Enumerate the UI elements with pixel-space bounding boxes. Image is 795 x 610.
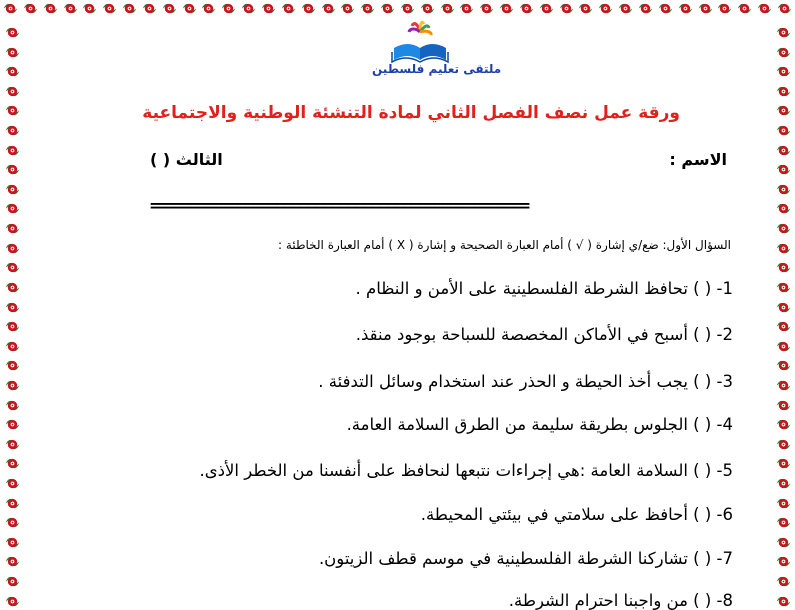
border-ornament-icon (458, 0, 475, 17)
border-ornament-icon (498, 0, 515, 17)
border-ornament-icon (2, 0, 19, 17)
border-ornament-icon (4, 436, 21, 453)
logo-text: ملتقى تعليم فلسطين (372, 62, 502, 76)
border-ornament-icon (775, 377, 792, 394)
statement-item: 6- ( ) أحافظ على سلامتي في بيئتي المحيطة. (420, 505, 733, 524)
grade-label: الثالث ( ) (150, 150, 223, 169)
border-ornament-icon (4, 514, 21, 531)
border-ornament-icon (4, 593, 21, 610)
border-ornament-icon (300, 0, 317, 17)
border-ornament-icon (4, 495, 21, 512)
border-ornament-icon (775, 318, 792, 335)
border-ornament-icon (756, 0, 773, 17)
statement-item: 3- ( ) يجب أخذ الحيطة و الحذر عند استخدام وسائل التدفئة . (318, 372, 733, 391)
border-ornament-icon (775, 455, 792, 472)
border-ornament-icon (4, 102, 21, 119)
statement-item: 8- ( ) من واجبنا احترام الشرطة. (508, 591, 733, 610)
border-ornament-icon (657, 0, 674, 17)
border-ornament-icon (775, 200, 792, 217)
border-ornament-icon (4, 357, 21, 374)
open-book-logo-icon (372, 18, 468, 64)
border-ornament-icon (597, 0, 614, 17)
border-ornament-icon (775, 416, 792, 433)
border-ornament-icon (775, 553, 792, 570)
border-ornament-icon (775, 279, 792, 296)
border-ornament-icon (4, 259, 21, 276)
border-ornament-icon (4, 220, 21, 237)
border-ornament-icon (775, 495, 792, 512)
border-ornament-icon (538, 0, 555, 17)
statement-item: 1- ( ) تحافظ الشرطة الفلسطينية على الأمن و النظام . (355, 279, 733, 298)
border-ornament-icon (22, 0, 39, 17)
border-ornament-icon (4, 181, 21, 198)
border-ornament-icon (775, 475, 792, 492)
border-ornament-icon (775, 436, 792, 453)
border-ornament-icon (419, 0, 436, 17)
statement-item: 4- ( ) الجلوس بطريقة سليمة من الطرق السلامة العامة. (346, 415, 733, 434)
border-ornament-icon (4, 455, 21, 472)
border-ornament-icon (359, 0, 376, 17)
border-ornament-icon (101, 0, 118, 17)
border-ornament-icon (141, 0, 158, 17)
border-ornament-icon (439, 0, 456, 17)
border-ornament-icon (637, 0, 654, 17)
border-ornament-icon (775, 240, 792, 257)
border-ornament-icon (220, 0, 237, 17)
border-ornament-icon (775, 514, 792, 531)
name-label: الاسم : (669, 150, 727, 169)
statement-item: 2- ( ) أسبح في الأماكن المخصصة للسباحة بوجود منقذ. (355, 325, 733, 344)
border-ornament-icon (4, 161, 21, 178)
border-ornament-icon (4, 377, 21, 394)
border-ornament-icon (775, 142, 792, 159)
border-ornament-icon (280, 0, 297, 17)
border-ornament-icon (736, 0, 753, 17)
border-ornament-icon (478, 0, 495, 17)
logo (372, 18, 502, 82)
border-ornament-icon (4, 553, 21, 570)
border-ornament-icon (260, 0, 277, 17)
border-ornament-icon (4, 534, 21, 551)
border-ornament-icon (379, 0, 396, 17)
border-ornament-icon (697, 0, 714, 17)
border-ornament-icon (518, 0, 535, 17)
border-ornament-icon (775, 122, 792, 139)
border-ornament-icon (4, 318, 21, 335)
border-ornament-icon (4, 122, 21, 139)
border-ornament-icon (775, 573, 792, 590)
border-ornament-icon (775, 44, 792, 61)
border-ornament-icon (181, 0, 198, 17)
border-ornament-icon (399, 0, 416, 17)
border-ornament-icon (4, 83, 21, 100)
border-ornament-icon (4, 573, 21, 590)
border-ornament-icon (716, 0, 733, 17)
page-border-right (771, 24, 795, 610)
border-ornament-icon (320, 0, 337, 17)
border-ornament-icon (558, 0, 575, 17)
border-ornament-icon (200, 0, 217, 17)
border-ornament-icon (577, 0, 594, 17)
border-ornament-icon (42, 0, 59, 17)
border-ornament-icon (161, 0, 178, 17)
border-ornament-icon (775, 259, 792, 276)
border-ornament-icon (677, 0, 694, 17)
border-ornament-icon (4, 416, 21, 433)
border-ornament-icon (617, 0, 634, 17)
border-ornament-icon (4, 240, 21, 257)
statement-item: 5- ( ) السلامة العامة :هي إجراءات نتبعها لنحافظ على أنفسنا من الخطر الأذى. (199, 461, 733, 480)
border-ornament-icon (775, 24, 792, 41)
border-ornament-icon (4, 63, 21, 80)
border-ornament-icon (81, 0, 98, 17)
border-ornament-icon (775, 534, 792, 551)
page-border-left (0, 24, 24, 610)
border-ornament-icon (775, 397, 792, 414)
border-ornament-icon (4, 338, 21, 355)
border-ornament-icon (775, 83, 792, 100)
border-ornament-icon (775, 338, 792, 355)
border-ornament-icon (4, 24, 21, 41)
worksheet-title: ورقة عمل نصف الفصل الثاني لمادة التنشئة الوطنية والاجتماعية (142, 103, 680, 123)
border-ornament-icon (121, 0, 138, 17)
border-ornament-icon (775, 593, 792, 610)
question-instructions: السؤال الأول: ضع/ي إشارة ( √ ) أمام العبارة الصحيحة و إشارة ( X ) أمام العبارة الخاطئة : (278, 238, 731, 252)
border-ornament-icon (775, 181, 792, 198)
border-ornament-icon (4, 475, 21, 492)
border-ornament-icon (776, 0, 793, 17)
border-ornament-icon (775, 161, 792, 178)
border-ornament-icon (240, 0, 257, 17)
border-ornament-icon (775, 63, 792, 80)
border-ornament-icon (62, 0, 79, 17)
border-ornament-icon (775, 220, 792, 237)
border-ornament-icon (775, 357, 792, 374)
border-ornament-icon (339, 0, 356, 17)
border-ornament-icon (4, 200, 21, 217)
border-ornament-icon (775, 102, 792, 119)
divider-line: ================================================ (150, 196, 529, 215)
border-ornament-icon (4, 44, 21, 61)
border-ornament-icon (4, 299, 21, 316)
border-ornament-icon (4, 142, 21, 159)
border-ornament-icon (4, 279, 21, 296)
border-ornament-icon (4, 397, 21, 414)
border-ornament-icon (775, 299, 792, 316)
statement-item: 7- ( ) تشاركنا الشرطة الفلسطينية في موسم قطف الزيتون. (318, 549, 733, 568)
